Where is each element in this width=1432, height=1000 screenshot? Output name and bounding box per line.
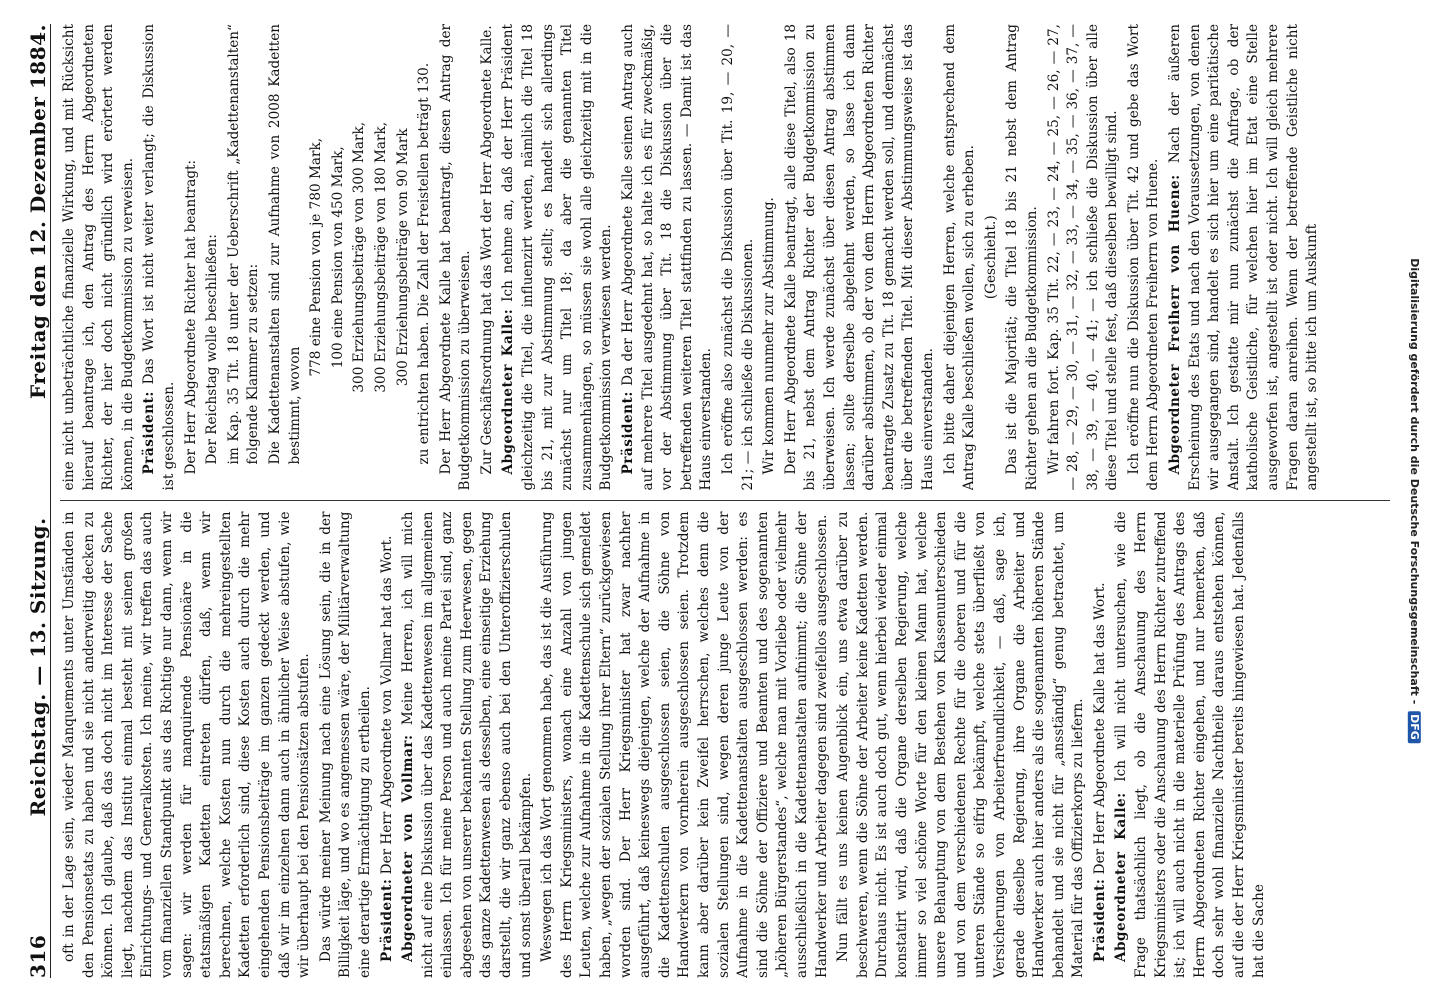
paragraph-text: Ich eröffne also zunächst die Diskussion über Tit. 19, — 20, — 21; — ich schließe die Diskussionen.	[720, 24, 756, 491]
paragraph	[834, 512, 1089, 979]
column-right	[60, 24, 1390, 491]
paragraph	[1091, 512, 1111, 979]
paragraph-text: Nach der äußeren Erscheinung des Etats und nach den Voraussetzungen, von denen wir ausgegangen sind, handelt es sich hier um eine paritätische Anstalt. Ich gestatte mir nun zunächst die Anfrage, ob der katholische Geistliche, für welchen hier im Etat eine Stelle ausgeworfen ist, angestellt ist oder nicht. Ich will gleich mehrere Fragen daran anreihen. Wenn der betreffende Geistliche nicht angestellt ist, so bitte ich um Auskunft	[1167, 24, 1321, 491]
paragraph-text: 300 Erziehungsbeiträge von 180 Mark,	[372, 121, 389, 393]
paragraph-text: Ich eröffne nun die Diskussion über Tit. 42 und gebe das Wort dem Herrn Abgeordneten Freiherrn von Huene.	[1125, 24, 1162, 491]
paragraph	[372, 24, 392, 491]
page-number: 316	[26, 934, 50, 978]
paragraph-text: 778 eine Pension von je 780 Mark,	[308, 137, 325, 377]
text-columns	[60, 24, 1390, 978]
digitization-credit	[1404, 10, 1424, 990]
paragraph-text: Der Herr Abgeordnete Kalle hat beantragt, diesen Antrag der Budgetkommission zu überweisen.	[437, 24, 474, 491]
paragraph-text: 300 Erziehungsbeiträge von 300 Mark,	[351, 121, 368, 393]
paragraph	[1166, 24, 1323, 491]
paragraph	[782, 24, 939, 491]
paragraph	[266, 24, 305, 491]
paragraph-text: Die Kadettenanstalten sind zur Aufnahme von 2008 Kadetten bestimmt, wovon	[266, 24, 303, 465]
speaker-name: Präsident:	[620, 391, 637, 475]
paragraph-text: Weswegen ich das Wort genommen habe, das ist die Ausführung des Herrn Kriegsministers, wonach eine Anzahl von jungen Leuten, welche zur Aufnahme in die Kadettenschule sich gemeldet haben, „wegen der sozialen Stellung ihrer Eltern“ zurückgewiesen worden sind. Der Herr Kriegsminister hat zwar nachher ausgeführt, daß keineswegs diejenigen, welche der Aufnahme in die Kadettenschulen ausgeschlossen seien, die Söhne von Handwerkern von vornherein ausgeschlossen seien. Trotzdem kann aber darüber kein Zweifel herrschen, welches denn die sozialen Stellungen sind, wegen deren junge Leute von der Aufnahme in die Kadettenanstalten ausgeschlossen werden: es sind die Söhne der Offiziere und Beamten und des sogenannten „höheren Bürgerstandes“, welche man mit Vorliebe oder vielmehr ausschließlich in die Kadettenanstalten aufnimmt; die Söhne der Handwerker und Arbeiter dagegen sind zweifellos ausgeschlossen.	[539, 511, 830, 978]
dfg-logo: DFG	[1408, 711, 1421, 743]
paragraph	[60, 24, 138, 491]
page-header	[22, 24, 51, 978]
digitization-credit-text: Digitalisierung gefördert durch die Deutsche Forschungsgemeinschaft -	[1407, 257, 1421, 704]
paragraph	[182, 24, 202, 491]
paragraph-text: zu entrichten haben. Die Zahl der Freistellen beträgt 130.	[416, 62, 433, 465]
paragraph-text: Das Wort ist nicht weiter verlangt; die Diskussion ist geschlossen.	[141, 24, 177, 491]
paragraph	[1125, 24, 1164, 491]
column-divider	[60, 501, 1390, 502]
paragraph-text: Der Herr Abgeordnete von Vollmar hat das Wort.	[378, 535, 395, 875]
paragraph	[478, 24, 498, 491]
speaker-name: Präsident:	[141, 391, 158, 475]
paragraph	[399, 512, 536, 979]
paragraph-text: (Geschieht.)	[982, 215, 999, 300]
speaker-name: Präsident:	[378, 878, 395, 962]
column-left	[60, 512, 1390, 979]
speaker-name: Abgeordneter Freiherr von Huene:	[1167, 174, 1184, 475]
paragraph	[760, 24, 780, 491]
paragraph	[350, 24, 370, 491]
paragraph	[941, 24, 980, 491]
paragraph	[329, 24, 349, 491]
paragraph	[378, 512, 398, 979]
paragraph-text: Wir kommen nunmehr zur Abstimmung.	[761, 197, 778, 475]
paragraph	[203, 24, 223, 491]
paragraph	[619, 24, 717, 491]
paragraph-text: Zur Geschäftsordnung hat das Wort der Herr Abgeordnete Kalle.	[478, 25, 495, 475]
paragraph	[317, 512, 376, 979]
paragraph	[538, 512, 832, 979]
paragraph-text: 300 Erziehungsbeiträge von 90 Mark	[394, 128, 411, 387]
paragraph-text: Nun fällt es uns keinen Augenblick ein, uns etwa darüber zu beschweren, wenn die Söhne der Arbeiter keine Kadetten werden. Durchaus nicht. Es ist auch doch gut, wenn hierbei wieder einmal konstatirt wird, daß die Organe derselben Regierung, welche immer so viel schöne Worte für den kleinen Mann hat, welche unsere Behauptung von dem Bestehen von Klassenunterschieden und von dem verschiedenen Rechte für die oberen und für die unteren Stände so eifrig bekämpft, welche stets überfließt von Versicherungen von Arbeiterfreundlichkeit, — daß, sage ich, gerade dieselbe Regierung, ihre Organe die Arbeiter und Handwerker auch hier anders als die sogenannten höheren Stände behandelt und sie nicht für „ansständig“ genug betrachtet, um Material für das Offizierkorps zu liefern.	[835, 511, 1087, 978]
paragraph	[982, 24, 1002, 491]
paragraph-text: Ich will nicht untersuchen, wie die Frage thatsächlich liegt, ob die Anschauung des Herrn Kriegsministers oder die Anschauung des Herrn Richter zutreffend ist; ich will auch nicht in die materielle Prüfung des Antrags des Herrn Abgeordneten Richter eingehen, und nur bemerken, daß doch sehr wohl finanzielle Nachtheile daraus entstehen können, auf die der Herr Kriegsminister bereits hingewiesen hat. Jedenfalls hat die Sache	[1113, 511, 1267, 978]
paragraph-text: Der Reichstag wolle beschließen:	[204, 234, 221, 465]
paragraph	[394, 24, 414, 491]
paragraph-text: Das würde meiner Meinung nach eine Lösung sein, die in der Billigkeit läge, und wo es angemessen wäre, der Militärverwaltung eine derartige Ermächtigung zu ertheilen.	[317, 511, 373, 978]
speaker-name: Abgeordneter von Vollmar:	[400, 734, 417, 962]
paragraph	[437, 24, 476, 491]
speaker-name: Abgeordneter Kalle:	[1113, 792, 1130, 962]
speaker-name: Präsident:	[1091, 878, 1108, 962]
paragraph-text: Wir fahren fort. Kap. 35 Tit. 22, — 23, — 24, — 25, — 26, — 27, — 28, — 29, — 30, — 31, — 32, — 33, — 34, — 35, — 36, — 37, — 38, — 39, — 40, — 41; — ich schließe die Diskussion über alle diese Titel und stelle fest, daß dieselben bewilligt sind.	[1045, 24, 1121, 491]
paragraph	[415, 24, 435, 491]
paragraph	[225, 24, 264, 491]
paragraph-text: Meine Herren, ich will mich nicht auf eine Diskussion über das Kadettenwesen im allgemeinen einlassen. Ich für meine Person und auch meine Partei sind, ganz abgesehen von unserer bekannten Stellung zum Heerwesen, gegen das ganze Kadettenwesen als desselben, eine einseitige Erziehung darstellt, die wir ganz ebenso auch bei den Unteroffizierschulen und sonst überall bekämpfen.	[400, 511, 534, 978]
paragraph	[1003, 24, 1042, 491]
paragraph-text: Der Herr Abgeordnete Kalle beantragt, alle diese Titel, also 18 bis 21, nebst dem Antrag Richter der Budgetkommission zu überweisen. Ich werde zunächst über diesen Antrag abstimmen lassen; sollte derselbe abgelehnt werden, so lasse ich dann darüber abstimmen, ob der von dem Herrn Abgeordneten Richter beantragte Zusatz zu Tit. 18 gemacht werden soll, und demnächst über die betreffenden Titel. Mit dieser Abstimmungsweise ist das Haus einverstanden.	[782, 24, 936, 491]
paragraph	[140, 24, 179, 491]
paragraph-text: Der Herr Abgeordnete Kalle hat das Wort.	[1091, 582, 1108, 875]
header-date: Freitag den 12. Dezember 1884.	[26, 24, 50, 399]
paragraph-text: eine nicht unbeträchtliche finanzielle Wirkung, und mit Rücksicht hierauf beantrage ich, den Antrag des Herrn Abgeordneten Richter, der hier doch nicht gründlich wird erörtert werden können, in die Budgetkommission zu verweisen.	[61, 24, 136, 491]
paragraph-text: Ich nehme an, daß der Herr Präsident gleichzeitig die Titel, die influenzirt werden, nämlich die Titel 18 bis 21, mit zur Abstimmung stellt; es handelt sich allerdings zunächst nur um Titel 18; da aber die genannten Titel zusammenhängen, so müssen sie wohl alle gleichzeitig mit in die Budgetkommission verwiesen werden.	[500, 24, 615, 491]
paragraph	[499, 24, 617, 491]
speaker-name: Abgeordneter Kalle:	[500, 308, 517, 475]
paragraph-text: 100 eine Pension von 450 Mark,	[329, 146, 346, 369]
paragraph	[719, 24, 758, 491]
paragraph	[1112, 512, 1269, 979]
paragraph-text: oft in der Lage sein, wieder Manquements unter Umständen in den Pensionsetats zu haben und sie nicht anderweitig decken zu können. Ich glaube, daß das doch nicht im Interesse der Sache liegt, nachdem das Institut einmal besteht mit seinen großen Einrichtungs- und Generalkosten. Ich meine, wir treffen das auch vom finanziellen Standpunkt aus das Richtige nur dann, wenn wir sagen: wir werden für manquirende Pensionäre in die etatsmäßigen Kadetten eintreten dürfen, daß, wenn wir berechnen, welche Kosten nun durch die mehreingestellten Kadetten erforderlich sind, diese Kosten auch durch die mehr eingehenden Pensionsbeiträge im ganzen gedeckt werden, und daß wir im einzelnen dann auch in ähnlicher Weise abstufen, wie wir überhaupt bei den Pensionsätzen abstufen.	[61, 511, 313, 978]
paragraph	[1045, 24, 1123, 491]
header-session: Reichstag. — 13. Sitzung.	[26, 517, 50, 817]
paragraph-text: Der Herr Abgeordnete Richter hat beantragt:	[182, 159, 199, 475]
paragraph	[60, 512, 315, 979]
paragraph	[307, 24, 327, 491]
paragraph-text: Ich bitte daher diejenigen Herren, welche entsprechend dem Antrag Kalle beschließen wollen, sich zu erheben.	[941, 24, 978, 491]
paragraph-text: im Kap. 35 Tit. 18 unter der Ueberschrift „Kadettenanstalten“ folgende Klammer zu setzen:	[225, 24, 262, 465]
paragraph-text: Da der Herr Abgeordnete Kalle seinen Antrag auch auf mehrere Titel ausgedehnt hat, so halte ich es für zweckmäßig, vor der Abstimmung über Tit. 18 die Diskussion über die betreffenden weiteren Titel stattfinden zu lassen. — Damit ist das Haus einverstanden.	[620, 24, 715, 491]
paragraph-text: Das ist die Majorität; die Titel 18 bis 21 nebst dem Antrag Richter gehen an die Budgetkommission.	[1004, 24, 1040, 491]
